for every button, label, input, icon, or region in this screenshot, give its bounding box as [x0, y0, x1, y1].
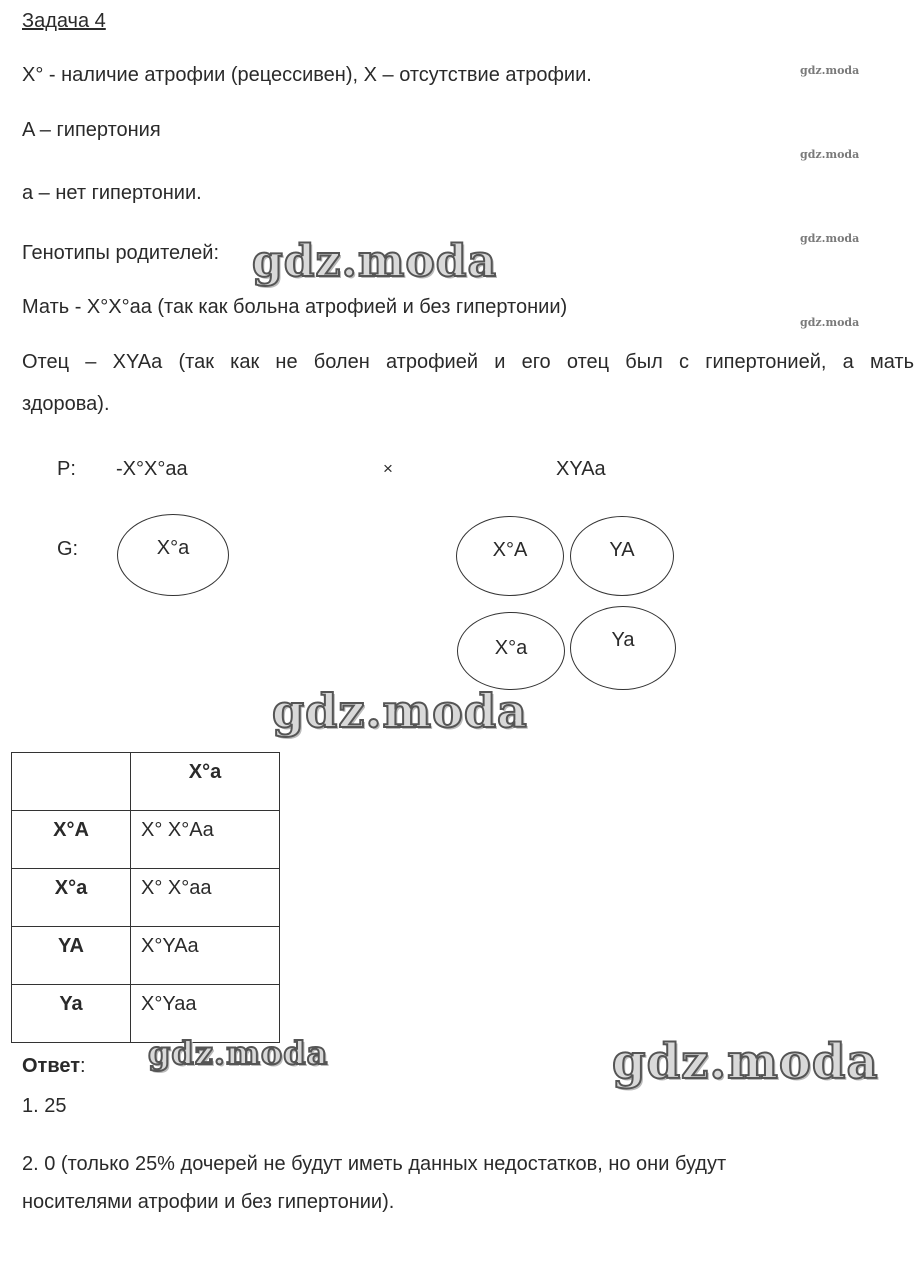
allele-hypertension-line: A – гипертония — [22, 119, 161, 141]
allele-no-hypertension-line: a – нет гипертонии. — [22, 182, 202, 204]
answer-2-cont: носителями атрофии и без гипертонии). — [22, 1191, 395, 1213]
table-row — [12, 927, 280, 985]
gamete-father-1: X°A — [456, 516, 564, 596]
allele-atrophy-line: X° - наличие атрофии (рецессивен), X – отсутствие атрофии. — [22, 64, 592, 86]
cross-sign: × — [383, 459, 393, 478]
watermark-large: gdz.moda — [612, 1034, 879, 1090]
father-genotype-line: Отец – XYAa (так как не болен атрофией и его отец был с гипертонией, а мать — [22, 351, 914, 373]
watermark-small: gdz.moda — [800, 232, 860, 245]
gamete-mother-1: X°a — [117, 514, 229, 596]
punnett-corner — [12, 753, 131, 811]
punnett-cell: X°YAa — [131, 927, 280, 985]
punnett-cell: X° X°aa — [131, 869, 280, 927]
watermark-small: gdz.moda — [800, 316, 860, 329]
punnett-col-header: X°a — [131, 753, 280, 811]
watermark-large: gdz.moda — [272, 684, 528, 738]
answer-label-line — [22, 1054, 86, 1078]
punnett-row-header: X°a — [12, 869, 131, 927]
gamete-father-2: YA — [570, 516, 674, 596]
gamete-father-3: X°a — [457, 612, 565, 690]
cross-p-label: P: — [57, 458, 76, 480]
parents-genotypes-heading: Генотипы родителей: — [22, 242, 220, 264]
punnett-cell: X°Yaa — [131, 985, 280, 1043]
answer-label: Ответ — [22, 1055, 81, 1077]
mother-genotype-line: Мать - X°X°aa (так как больна атрофией и без гипертонии) — [22, 296, 568, 318]
watermark-large: gdz.moda — [252, 236, 498, 287]
cross-father: XYAa — [556, 458, 606, 480]
punnett-row-header: X°A — [12, 811, 131, 869]
answer-1: 1. 25 — [22, 1095, 67, 1117]
punnett-row-header: YA — [12, 927, 131, 985]
punnett-row-header: Ya — [12, 985, 131, 1043]
punnett-table — [11, 752, 280, 1043]
answer-2: 2. 0 (только 25% дочерей не будут иметь данных недостатков, но они будут — [22, 1153, 727, 1175]
table-row — [12, 753, 280, 811]
answer-colon: : — [80, 1055, 86, 1077]
punnett-cell: X° X°Aa — [131, 811, 280, 869]
cross-g-label: G: — [57, 538, 79, 560]
gamete-father-4: Ya — [570, 606, 676, 690]
father-genotype-line-cont: здорова). — [22, 393, 110, 415]
cross-mother: -X°X°aa — [116, 458, 188, 480]
watermark-small: gdz.moda — [800, 64, 860, 77]
table-row — [12, 811, 280, 869]
task-title: Задача 4 — [22, 10, 106, 32]
watermark-small: gdz.moda — [800, 148, 860, 161]
table-row — [12, 869, 280, 927]
watermark-large: gdz.moda — [148, 1034, 329, 1072]
